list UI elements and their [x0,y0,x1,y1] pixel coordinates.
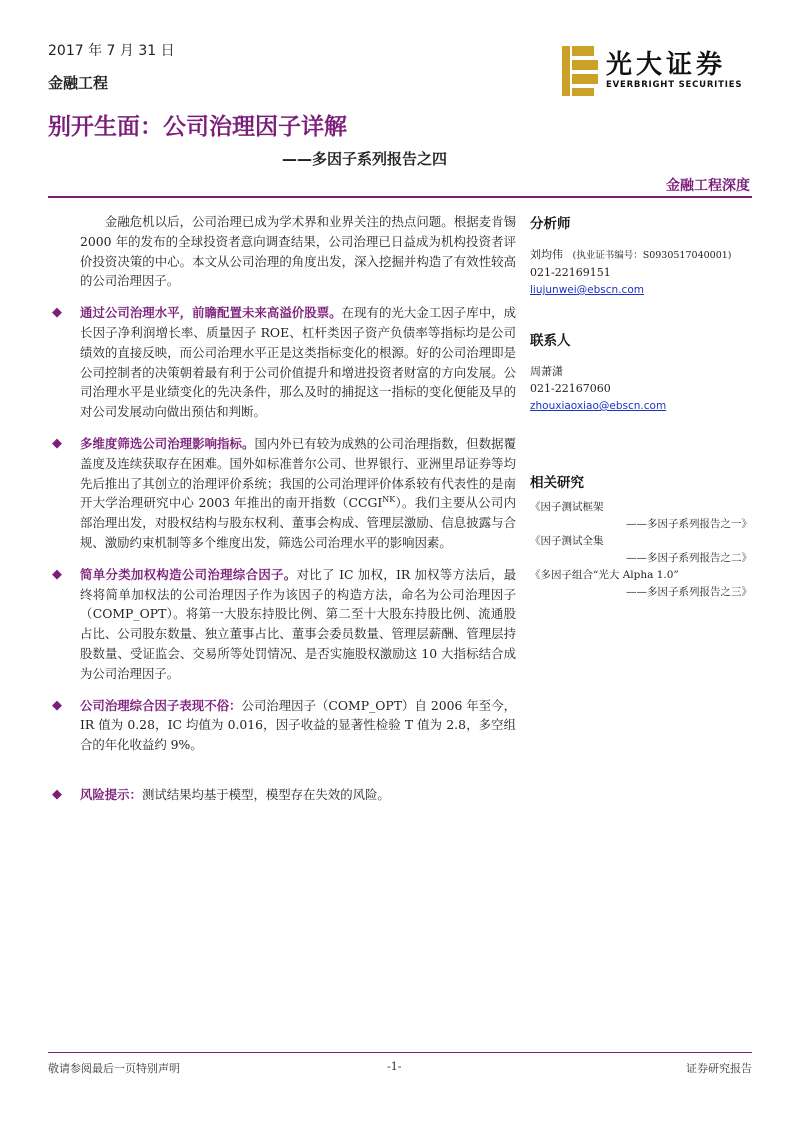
bullet-body-continued: ）。我们主要从公司内部治理出发，对股权结构与股东权利、董事会构成、管理层激励、信息披露与合规、激励约束机制等多个维度出发，筛选公司治理水平的影响因素。 [80,495,516,550]
bullet-factor-performance [52,696,517,755]
bullet-body: 测试结果均基于模型，模型存在失效的风险。 [141,786,390,802]
page-number: -1- [387,1060,402,1073]
logo-english-name: EVERBRIGHT SECURITIES [606,80,743,90]
analyst-phone: 021-22169151 [530,266,611,279]
footer-divider [48,1052,752,1053]
footer-report-type: 证券研究报告 [686,1062,752,1075]
related-research-list [530,499,752,601]
contact-heading: 联系人 [530,333,571,349]
diamond-bullet-icon: ◆ [52,305,62,321]
report-date: 2017 年 7 月 31 日 [48,43,175,59]
analyst-line [530,246,752,264]
bullet-composite-factor [52,565,517,684]
bullet-body: 在现有的光大金工因子库中，成长因子净利润增长率、质量因子 ROE、杠杆类因子资产负债率等指标均是公司绩效的直接反映，而公司治理水平正是这类指标变化的根源。好的公司治理即是公司控制者的决策朝着最有利于公司价值提升和增进投资者财富的方向发展。公司治理水平是业绩变化的先决条件，那么及时的捕捉这一指标的变化便能及早的对公司发展动向做出预估和判断。 [80,305,516,420]
logo-chinese-name: 光大证券 [606,50,727,80]
bullet-heading: 简单分类加权构造公司治理综合因子。 [80,566,297,582]
bullet-heading: 公司治理综合因子表现不俗： [80,697,242,713]
analyst-name: 刘均伟 [530,248,563,261]
bullet-heading: 风险提示： [80,786,142,802]
diamond-bullet-icon: ◆ [52,786,62,802]
related-item[interactable]: 《多因子组合“光大 Alpha 1.0” ——多因子系列报告之三》 [530,569,752,598]
footer-disclaimer: 敬请参阅最后一页特别声明 [48,1062,180,1075]
bullet-body: 对比了 IC 加权，IR 加权等方法后，最终将简单加权法的公司治理因子作为该因子的构造方法，命名为公司治理因子（COMP_OPT）。将第一大股东持股比例、第二至十大股东持股比例、流通股占比、公司股东数量、独立董事占比、董事会委员数量、管理层薪酬、管理层持股数量、受证监会、交易所等处罚情况、是否实施股权激励这 10 大指标结合成为公司治理因子。 [80,566,517,681]
analyst-email-link[interactable]: liujunwei@ebscn.com [530,284,644,296]
related-item[interactable]: 《因子测试框架 ——多因子系列报告之一》 [530,501,752,530]
contact-email-link[interactable]: zhouxiaoxiao@ebscn.com [530,400,667,412]
bullet-risk-warning [52,785,516,805]
intro-paragraph: 金融危机以后，公司治理已成为学术界和业界关注的热点问题。根据麦肯锡 2000 年的发布的全球投资者意向调查结果，公司治理已日益成为机构投资者评价投资决策的中心。本文从公司治理的角度出发，深入挖掘并构造了有效性较高的公司治理因子。 [80,214,516,289]
diamond-bullet-icon: ◆ [52,435,62,451]
summary-body [52,212,517,817]
related-item[interactable]: 《因子测试全集 ——多因子系列报告之二》 [530,535,752,564]
diamond-bullet-icon: ◆ [52,566,62,582]
report-subtitle: ——多因子系列报告之四 [282,150,448,168]
sidebar [530,212,752,601]
diamond-bullet-icon: ◆ [52,697,62,713]
analyst-cert: (执业证书编号：S0930517040001) [572,250,732,261]
bullet-superscript: NK [382,495,396,505]
bullet-heading: 多维度筛选公司治理影响指标。 [80,435,255,451]
bullet-body: 公司治理因子（COMP_OPT）自 2006 年至今，IR 值为 0.28，IC 均值为 0.016，因子收益的显著性检验 T 值为 2.8，多空组合的年化收益约 9%。 [80,697,517,753]
report-category: 金融工程 [48,74,109,92]
contact-name: 周萧潇 [530,365,563,378]
contact-phone: 021-22167060 [530,382,611,395]
everbright-logo-mark-icon [560,44,600,98]
bullet-heading: 通过公司治理水平，前瞻配置未来高溢价股票。 [80,305,342,321]
report-tagline: 金融工程深度 [666,178,750,194]
everbright-logo [560,44,760,100]
header-divider [48,196,752,198]
bullet-governance-level [52,303,516,422]
bullet-body: 国内外已有较为成熟的公司治理指数，但数据覆盖度及连续获取存在困难。国外如标准普尔公司、世界银行、亚洲里昂证券等均先后推出了其创立的治理评价系统；我国的公司治理评价体系较有代表性的是南开大学治理研究中心 2003 年推出的南开指数（CCGI [80,435,517,511]
related-research-heading: 相关研究 [530,475,584,491]
analyst-heading: 分析师 [530,216,571,232]
bullet-multi-dimension [52,434,517,553]
report-title: 别开生面：公司治理因子详解 [48,114,347,140]
